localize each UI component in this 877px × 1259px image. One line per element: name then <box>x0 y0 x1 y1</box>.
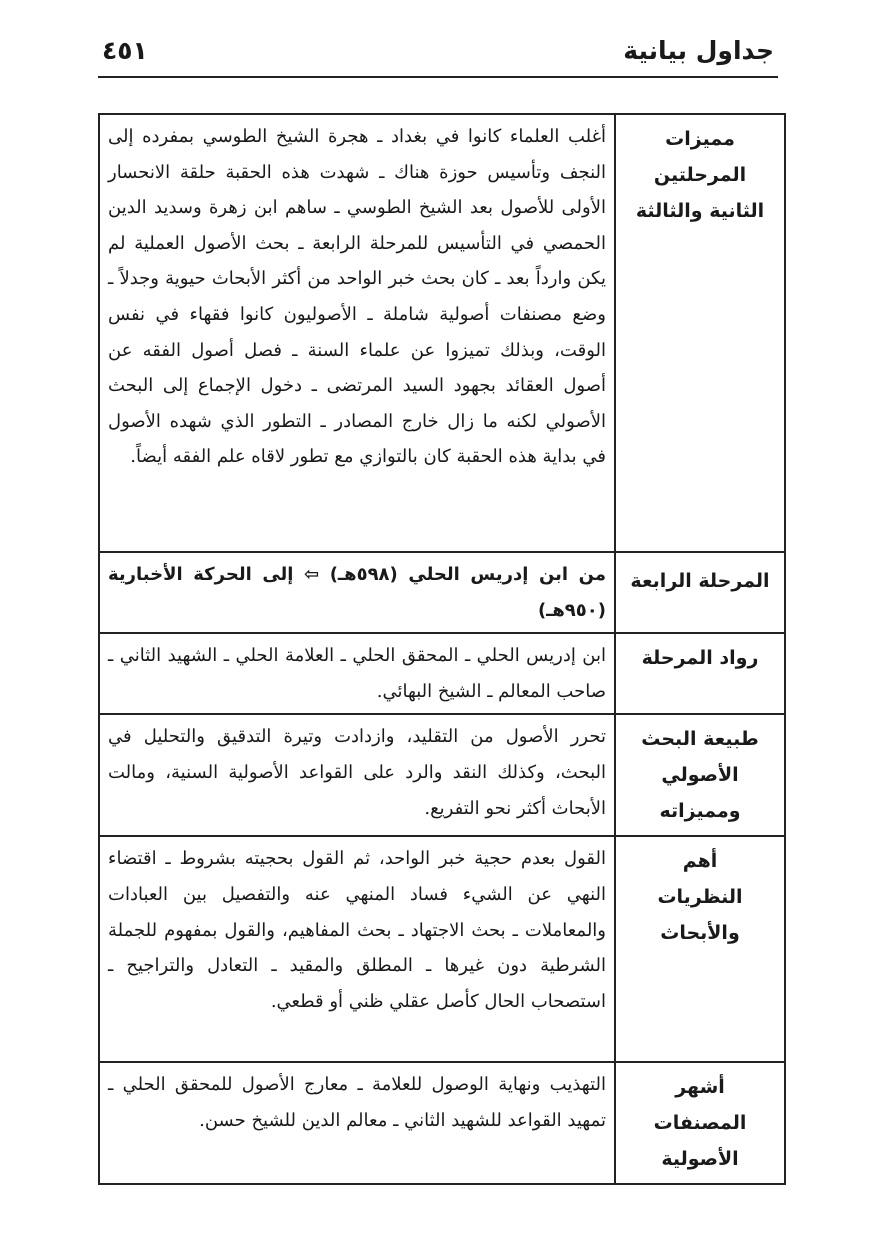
row-content: القول بعدم حجية خبر الواحد، ثم القول بحجيته بشروط ـ اقتضاء النهي عن الشيء فساد المنهي عنه والتفصيل بين العبادات والمعاملات ـ بحث الاجتهاد ـ بحث المفاهيم، والقول بمفهوم للجملة الشرطية دون غيرها ـ المطلق والمقيد ـ التعادل والتراجيح ـ استصحاب الحال كأصل عقلي ظني أو قطعي. <box>108 848 606 1012</box>
table-row <box>99 714 785 836</box>
row-label: طبيعة البحث الأصولي ومميزاته <box>641 728 759 823</box>
row-label-cell <box>615 836 785 1062</box>
row-content: تحرر الأصول من التقليد، وازدادت وتيرة التدقيق والتحليل في البحث، وكذلك النقد والرد على القواعد الأصولية السنية، ومالت الأبحاث أكثر نحو التفريع. <box>108 726 606 819</box>
row-label: أشهر المصنفات الأصولية <box>653 1076 747 1171</box>
row-label-cell <box>615 114 785 552</box>
table-row <box>99 114 785 552</box>
row-label-cell <box>615 633 785 714</box>
table-row <box>99 1062 785 1184</box>
row-content-cell <box>99 1062 615 1184</box>
row-content: من ابن إدريس الحلي (٥٩٨هـ) ⇦ إلى الحركة الأخبارية (٩٥٠هـ) <box>108 564 606 621</box>
table-row <box>99 552 785 633</box>
row-content-cell <box>99 633 615 714</box>
summary-table <box>98 113 786 1185</box>
row-label-cell <box>615 1062 785 1184</box>
row-content-cell <box>99 114 615 552</box>
table-row <box>99 836 785 1062</box>
row-label: المرحلة الرابعة <box>630 570 770 592</box>
row-content: ابن إدريس الحلي ـ المحقق الحلي ـ العلامة الحلي ـ الشهيد الثاني ـ صاحب المعالم ـ الشيخ البهائي. <box>108 645 606 702</box>
page-number: ٤٥١ <box>102 36 148 65</box>
table-row <box>99 633 785 714</box>
row-content-cell <box>99 552 615 633</box>
row-content-cell <box>99 836 615 1062</box>
row-content: التهذيب ونهاية الوصول للعلامة ـ معارج الأصول للمحقق الحلي ـ تمهيد القواعد للشهيد الثاني ـ معالم الدين للشيخ حسن. <box>108 1074 606 1131</box>
row-label-cell <box>615 714 785 836</box>
page-header <box>98 24 778 78</box>
row-label: أهم النظريات والأبحاث <box>657 850 743 945</box>
row-label-cell <box>615 552 785 633</box>
running-title: جداول بيانية <box>623 36 774 65</box>
row-content: أغلب العلماء كانوا في بغداد ـ هجرة الشيخ الطوسي بمفرده إلى النجف وتأسيس حوزة هناك ـ شهدت هذه الحقبة حلقة الانحسار الأولى للأصول بعد الشيخ الطوسي ـ ساهم ابن زهرة وسديد الدين الحمصي في التأسيس للمرحلة الرابعة ـ بحث الأصول العملية لم يكن وارداً بعد ـ كان بحث خبر الواحد من أكثر الأبحاث حيوية وجدلاً ـ وضع مصنفات أصولية شاملة ـ الأصوليون كانوا فقهاء في نفس الوقت، وبذلك تميزوا عن علماء السنة ـ فصل أصول الفقه عن أصول العقائد بجهود السيد المرتضى ـ دخول الإجماع إلى البحث الأصولي لكنه ما زال خارج المصادر ـ التطور الذي شهده الأصول في بداية هذه الحقبة كان بالتوازي مع تطور لاقاه علم الفقه أيضاً. <box>108 126 606 468</box>
row-label: رواد المرحلة <box>641 647 759 670</box>
row-content-cell <box>99 714 615 836</box>
row-label: مميزات المرحلتين الثانية والثالثة <box>635 128 765 222</box>
